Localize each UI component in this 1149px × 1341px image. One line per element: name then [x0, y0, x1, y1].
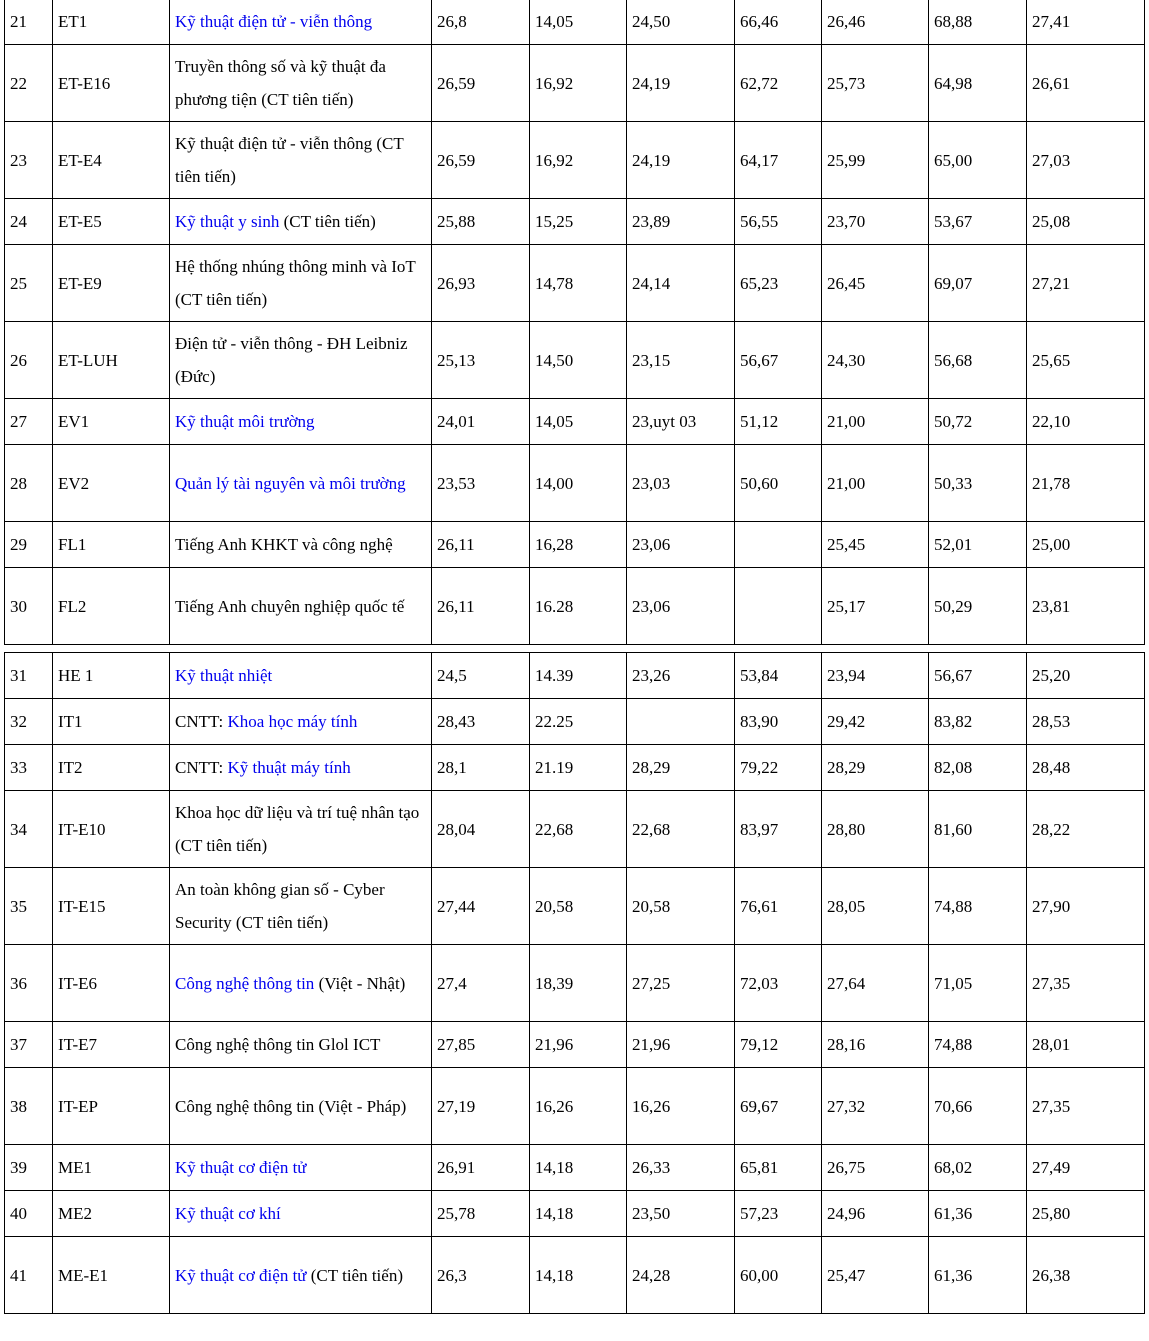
row-number-cell: 35 — [5, 868, 53, 945]
row-number-cell: 23 — [5, 122, 53, 199]
major-name-cell — [170, 745, 432, 791]
score-cell: 26,59 — [432, 45, 530, 122]
row-number-cell: 29 — [5, 522, 53, 568]
score-cell: 50,29 — [929, 568, 1027, 645]
score-cell: 14,18 — [530, 1191, 627, 1237]
score-cell: 26,45 — [822, 245, 929, 322]
score-cell: 28,01 — [1027, 1022, 1145, 1068]
major-code-cell: IT-E15 — [53, 868, 170, 945]
score-cell: 23,94 — [822, 653, 929, 699]
major-name-cell — [170, 1145, 432, 1191]
score-cell: 65,81 — [735, 1145, 822, 1191]
score-table-bottom-body — [5, 653, 1145, 1314]
major-link[interactable]: Kỹ thuật cơ khí — [175, 1204, 281, 1223]
score-cell: 16,26 — [530, 1068, 627, 1145]
row-number-cell: 26 — [5, 322, 53, 399]
score-cell: 23,89 — [627, 199, 735, 245]
score-cell — [627, 699, 735, 745]
major-link[interactable]: Kỹ thuật máy tính — [227, 758, 351, 777]
score-cell: 24,30 — [822, 322, 929, 399]
score-cell: 25,65 — [1027, 322, 1145, 399]
score-cell: 18,39 — [530, 945, 627, 1022]
score-cell: 26,93 — [432, 245, 530, 322]
major-code-cell: IT-E10 — [53, 791, 170, 868]
major-code-cell: ET-E16 — [53, 45, 170, 122]
score-cell: 27,64 — [822, 945, 929, 1022]
score-cell: 25,13 — [432, 322, 530, 399]
major-name-cell — [170, 322, 432, 399]
score-cell: 14,18 — [530, 1237, 627, 1314]
score-cell: 28,80 — [822, 791, 929, 868]
score-cell: 28,16 — [822, 1022, 929, 1068]
major-name-text: Khoa học dữ liệu và trí tuệ nhân tạo (CT tiên tiến) — [175, 803, 420, 855]
major-link[interactable]: Kỹ thuật cơ điện tử — [175, 1265, 307, 1285]
score-cell: 69,07 — [929, 245, 1027, 322]
score-cell: 82,08 — [929, 745, 1027, 791]
score-cell: 53,67 — [929, 199, 1027, 245]
score-cell: 21,00 — [822, 399, 929, 445]
score-cell: 50,60 — [735, 445, 822, 522]
major-link[interactable]: Kỹ thuật y sinh — [175, 212, 280, 231]
major-name-cell — [170, 245, 432, 322]
score-cell: 83,97 — [735, 791, 822, 868]
major-link[interactable]: Kỹ thuật môi trường — [175, 412, 315, 431]
score-cell: 24,01 — [432, 399, 530, 445]
score-cell: 28,29 — [627, 745, 735, 791]
score-cell: 23,06 — [627, 522, 735, 568]
score-cell: 20,58 — [530, 868, 627, 945]
score-cell: 25,47 — [822, 1237, 929, 1314]
major-name-text: (CT tiên tiến) — [279, 212, 376, 231]
score-cell: 14,78 — [530, 245, 627, 322]
score-cell: 79,12 — [735, 1022, 822, 1068]
major-code-cell: ME-E1 — [53, 1237, 170, 1314]
score-cell: 24,19 — [627, 45, 735, 122]
score-cell: 23,03 — [627, 445, 735, 522]
score-cell: 24,28 — [627, 1237, 735, 1314]
major-name-text: Truyền thông số và kỹ thuật đa phương tiện (CT tiên tiến) — [175, 57, 386, 109]
score-cell: 23,50 — [627, 1191, 735, 1237]
major-code-cell: ET-E4 — [53, 122, 170, 199]
score-cell: 56,67 — [735, 322, 822, 399]
row-number-cell: 27 — [5, 399, 53, 445]
row-number-cell: 37 — [5, 1022, 53, 1068]
score-cell: 83,82 — [929, 699, 1027, 745]
table-row — [5, 791, 1145, 868]
score-cell: 26,75 — [822, 1145, 929, 1191]
row-number-cell: 39 — [5, 1145, 53, 1191]
row-number-cell: 40 — [5, 1191, 53, 1237]
score-cell: 14,05 — [530, 0, 627, 45]
score-cell: 64,98 — [929, 45, 1027, 122]
major-code-cell: HE 1 — [53, 653, 170, 699]
score-cell: 27,41 — [1027, 0, 1145, 45]
score-cell: 72,03 — [735, 945, 822, 1022]
score-cell: 70,66 — [929, 1068, 1027, 1145]
major-name-text: Tiếng Anh KHKT và công nghệ — [175, 535, 393, 554]
major-code-cell: IT-E7 — [53, 1022, 170, 1068]
score-cell: 25,73 — [822, 45, 929, 122]
score-cell: 21,00 — [822, 445, 929, 522]
major-code-cell: IT2 — [53, 745, 170, 791]
table-row — [5, 653, 1145, 699]
major-name-cell — [170, 653, 432, 699]
score-cell: 25,17 — [822, 568, 929, 645]
score-cell: 69,67 — [735, 1068, 822, 1145]
score-cell: 16,92 — [530, 45, 627, 122]
score-cell: 26,46 — [822, 0, 929, 45]
score-cell: 16.28 — [530, 568, 627, 645]
major-name-cell — [170, 399, 432, 445]
table-row — [5, 199, 1145, 245]
row-number-cell: 30 — [5, 568, 53, 645]
score-cell: 24,50 — [627, 0, 735, 45]
score-cell: 56,67 — [929, 653, 1027, 699]
score-cell: 50,33 — [929, 445, 1027, 522]
major-name-text: (CT tiên tiến) — [306, 1265, 403, 1285]
score-cell: 74,88 — [929, 1022, 1027, 1068]
major-name-cell — [170, 568, 432, 645]
score-cell: 16,26 — [627, 1068, 735, 1145]
score-cell: 52,01 — [929, 522, 1027, 568]
score-cell: 21,96 — [530, 1022, 627, 1068]
score-cell: 26,3 — [432, 1237, 530, 1314]
score-cell: 26,91 — [432, 1145, 530, 1191]
major-name-text: Điện tử - viễn thông - ĐH Leibniz (Đức) — [175, 334, 408, 386]
score-cell: 68,88 — [929, 0, 1027, 45]
table-row — [5, 522, 1145, 568]
table-row — [5, 245, 1145, 322]
score-cell: 65,23 — [735, 245, 822, 322]
score-table-top — [4, 0, 1145, 645]
score-cell: 27,49 — [1027, 1145, 1145, 1191]
score-cell: 22,68 — [627, 791, 735, 868]
score-cell: 26,59 — [432, 122, 530, 199]
table-row — [5, 1022, 1145, 1068]
score-cell: 27,35 — [1027, 945, 1145, 1022]
row-number-cell: 25 — [5, 245, 53, 322]
major-link[interactable]: Kỹ thuật nhiệt — [175, 666, 273, 685]
table-row — [5, 1145, 1145, 1191]
major-code-cell: IT1 — [53, 699, 170, 745]
score-cell: 22.25 — [530, 699, 627, 745]
major-link[interactable]: Khoa học máy tính — [227, 712, 358, 731]
score-cell: 14,18 — [530, 1145, 627, 1191]
major-name-text: (Việt - Nhật) — [314, 973, 406, 993]
score-cell: 26,33 — [627, 1145, 735, 1191]
major-name-cell — [170, 945, 432, 1022]
major-name-cell — [170, 1068, 432, 1145]
score-cell: 20,58 — [627, 868, 735, 945]
score-cell — [735, 568, 822, 645]
row-number-cell: 21 — [5, 0, 53, 45]
major-name-text: CNTT: — [175, 712, 228, 731]
score-cell: 27,90 — [1027, 868, 1145, 945]
table-row — [5, 399, 1145, 445]
score-cell: 27,85 — [432, 1022, 530, 1068]
row-number-cell: 31 — [5, 653, 53, 699]
score-cell: 23,uyt 03 — [627, 399, 735, 445]
major-code-cell: ET1 — [53, 0, 170, 45]
score-cell: 24,19 — [627, 122, 735, 199]
major-name-text: Công nghệ thông tin Glol ICT — [175, 1035, 381, 1054]
score-cell: 81,60 — [929, 791, 1027, 868]
major-code-cell: EV2 — [53, 445, 170, 522]
score-cell: 23,53 — [432, 445, 530, 522]
score-cell: 14,00 — [530, 445, 627, 522]
major-code-cell: ME1 — [53, 1145, 170, 1191]
score-cell: 21,96 — [627, 1022, 735, 1068]
table-row — [5, 745, 1145, 791]
score-cell: 23,70 — [822, 199, 929, 245]
major-code-cell: ET-LUH — [53, 322, 170, 399]
score-cell: 23,06 — [627, 568, 735, 645]
row-number-cell: 38 — [5, 1068, 53, 1145]
major-code-cell: ET-E5 — [53, 199, 170, 245]
row-number-cell: 28 — [5, 445, 53, 522]
major-link[interactable]: Công nghệ thông tin — [175, 973, 315, 993]
score-cell: 53,84 — [735, 653, 822, 699]
score-cell: 71,05 — [929, 945, 1027, 1022]
score-cell: 27,19 — [432, 1068, 530, 1145]
score-cell: 50,72 — [929, 399, 1027, 445]
score-cell: 22,10 — [1027, 399, 1145, 445]
score-cell: 51,12 — [735, 399, 822, 445]
major-name-cell — [170, 45, 432, 122]
score-cell: 15,25 — [530, 199, 627, 245]
score-cell: 27,21 — [1027, 245, 1145, 322]
score-cell: 26,11 — [432, 568, 530, 645]
score-cell: 65,00 — [929, 122, 1027, 199]
score-cell: 24,5 — [432, 653, 530, 699]
score-cell: 27,03 — [1027, 122, 1145, 199]
row-number-cell: 32 — [5, 699, 53, 745]
score-cell: 16,28 — [530, 522, 627, 568]
table-row — [5, 699, 1145, 745]
major-name-text: Công nghệ thông tin (Việt - Pháp) — [175, 1096, 407, 1116]
major-code-cell: IT-E6 — [53, 945, 170, 1022]
score-cell: 28,05 — [822, 868, 929, 945]
score-cell: 25,20 — [1027, 653, 1145, 699]
row-number-cell: 33 — [5, 745, 53, 791]
major-name-cell — [170, 199, 432, 245]
score-cell: 28,1 — [432, 745, 530, 791]
score-cell: 27,4 — [432, 945, 530, 1022]
major-name-text: Kỹ thuật điện tử - viễn thông (CT tiên tiến) — [175, 134, 404, 186]
score-cell: 28,29 — [822, 745, 929, 791]
major-name-cell — [170, 522, 432, 568]
major-name-text: CNTT: — [175, 758, 228, 777]
score-cell: 28,04 — [432, 791, 530, 868]
score-cell: 66,46 — [735, 0, 822, 45]
score-cell: 74,88 — [929, 868, 1027, 945]
major-code-cell: IT-EP — [53, 1068, 170, 1145]
score-cell: 21,78 — [1027, 445, 1145, 522]
score-cell: 28,43 — [432, 699, 530, 745]
table-row — [5, 0, 1145, 45]
major-name-cell — [170, 1191, 432, 1237]
major-name-text: Tiếng Anh chuyên nghiệp quốc tế — [175, 596, 405, 616]
major-code-cell: FL1 — [53, 522, 170, 568]
major-name-cell — [170, 868, 432, 945]
score-cell: 79,22 — [735, 745, 822, 791]
table-row — [5, 1191, 1145, 1237]
score-cell: 23,15 — [627, 322, 735, 399]
row-number-cell: 41 — [5, 1237, 53, 1314]
score-cell: 25,78 — [432, 1191, 530, 1237]
score-cell: 14.39 — [530, 653, 627, 699]
major-link[interactable]: Quản lý tài nguyên và môi trường — [175, 473, 406, 493]
major-name-text: An toàn không gian số - Cyber Security (CT tiên tiến) — [175, 880, 385, 932]
major-name-cell — [170, 122, 432, 199]
score-cell: 56,68 — [929, 322, 1027, 399]
score-cell: 56,55 — [735, 199, 822, 245]
major-name-cell — [170, 445, 432, 522]
score-cell: 24,96 — [822, 1191, 929, 1237]
major-name-cell — [170, 1022, 432, 1068]
score-cell: 25,45 — [822, 522, 929, 568]
table-row — [5, 945, 1145, 1022]
score-cell: 27,25 — [627, 945, 735, 1022]
score-cell: 27,44 — [432, 868, 530, 945]
score-cell: 29,42 — [822, 699, 929, 745]
major-name-cell — [170, 699, 432, 745]
score-cell: 25,00 — [1027, 522, 1145, 568]
score-cell: 62,72 — [735, 45, 822, 122]
table-row — [5, 868, 1145, 945]
score-cell: 60,00 — [735, 1237, 822, 1314]
major-code-cell: FL2 — [53, 568, 170, 645]
major-code-cell: ME2 — [53, 1191, 170, 1237]
score-cell: 26,61 — [1027, 45, 1145, 122]
table-row — [5, 568, 1145, 645]
table-row — [5, 445, 1145, 522]
score-cell: 25,99 — [822, 122, 929, 199]
major-name-cell — [170, 1237, 432, 1314]
major-name-text: Hệ thống nhúng thông minh và IoT (CT tiên tiến) — [175, 257, 416, 309]
score-cell: 28,22 — [1027, 791, 1145, 868]
score-cell: 68,02 — [929, 1145, 1027, 1191]
score-cell: 25,08 — [1027, 199, 1145, 245]
score-cell: 14,50 — [530, 322, 627, 399]
score-table-top-body — [5, 0, 1145, 645]
score-cell: 27,32 — [822, 1068, 929, 1145]
score-cell: 64,17 — [735, 122, 822, 199]
major-name-cell — [170, 791, 432, 868]
score-cell: 14,05 — [530, 399, 627, 445]
score-cell: 22,68 — [530, 791, 627, 868]
score-cell: 61,36 — [929, 1191, 1027, 1237]
table-row — [5, 45, 1145, 122]
score-cell: 61,36 — [929, 1237, 1027, 1314]
row-number-cell: 36 — [5, 945, 53, 1022]
score-cell: 23,26 — [627, 653, 735, 699]
row-number-cell: 34 — [5, 791, 53, 868]
table-row — [5, 322, 1145, 399]
row-number-cell: 22 — [5, 45, 53, 122]
score-table-bottom — [4, 652, 1145, 1314]
score-cell: 25,88 — [432, 199, 530, 245]
table-row — [5, 122, 1145, 199]
table-row — [5, 1068, 1145, 1145]
score-cell: 83,90 — [735, 699, 822, 745]
score-cell: 28,48 — [1027, 745, 1145, 791]
score-cell: 23,81 — [1027, 568, 1145, 645]
major-link[interactable]: Kỹ thuật cơ điện tử — [175, 1158, 307, 1177]
table-row — [5, 1237, 1145, 1314]
score-cell: 26,38 — [1027, 1237, 1145, 1314]
score-cell: 26,8 — [432, 0, 530, 45]
score-cell: 76,61 — [735, 868, 822, 945]
score-cell: 16,92 — [530, 122, 627, 199]
major-code-cell: ET-E9 — [53, 245, 170, 322]
score-cell: 26,11 — [432, 522, 530, 568]
major-name-cell — [170, 0, 432, 45]
score-cell — [735, 522, 822, 568]
score-cell: 28,53 — [1027, 699, 1145, 745]
score-cell: 21.19 — [530, 745, 627, 791]
score-cell: 25,80 — [1027, 1191, 1145, 1237]
major-code-cell: EV1 — [53, 399, 170, 445]
major-link[interactable]: Kỹ thuật điện tử - viễn thông — [175, 12, 373, 31]
row-number-cell: 24 — [5, 199, 53, 245]
score-cell: 57,23 — [735, 1191, 822, 1237]
score-cell: 24,14 — [627, 245, 735, 322]
score-cell: 27,35 — [1027, 1068, 1145, 1145]
